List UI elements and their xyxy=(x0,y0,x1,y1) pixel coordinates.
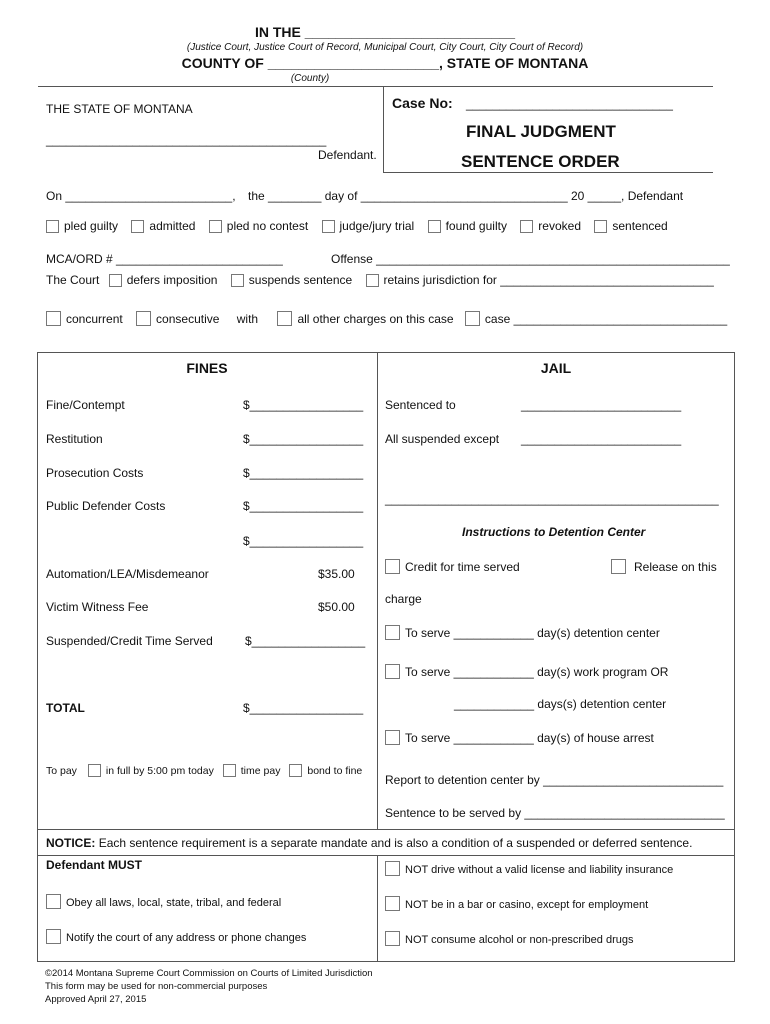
fine-label: Public Defender Costs xyxy=(46,499,166,513)
pay-option[interactable]: time pay xyxy=(223,765,281,777)
header-in-the: IN THE ___________________________ xyxy=(254,24,515,40)
fine-amount[interactable]: $_________________ xyxy=(245,634,366,648)
checkbox[interactable] xyxy=(109,274,122,287)
court-option[interactable]: suspends sentence xyxy=(231,273,352,287)
sentenced-to-label: Sentenced to xyxy=(385,398,456,412)
fine-amount[interactable]: $_________________ xyxy=(243,432,364,446)
with-label: with xyxy=(236,312,259,326)
instructions-heading: Instructions to Detention Center xyxy=(462,525,646,539)
total-amount[interactable]: $_________________ xyxy=(243,701,364,715)
fine-label: Victim Witness Fee xyxy=(46,600,149,614)
serve-detention-option[interactable]: To serve ____________ day(s) detention center xyxy=(385,625,660,640)
title-final-judgment: FINAL JUDGMENT xyxy=(466,122,616,141)
court-option[interactable]: defers imposition xyxy=(109,273,218,287)
caption-divider xyxy=(383,86,384,172)
checkbox[interactable] xyxy=(385,896,400,911)
title-sentence-order: SENTENCE ORDER xyxy=(461,152,620,171)
pay-option[interactable]: bond to fine xyxy=(289,765,362,777)
court-option[interactable]: retains jurisdiction for ________________________________ xyxy=(366,273,714,287)
release-option[interactable]: Release on this xyxy=(611,559,717,574)
footer-usage: This form may be used for non-commercial purposes xyxy=(45,981,268,992)
case-no-field[interactable]: _______________________________ xyxy=(466,97,673,111)
checkbox[interactable] xyxy=(611,559,626,574)
serve-house-arrest-option[interactable]: To serve ____________ day(s) of house arrest xyxy=(385,730,654,745)
concurrent-label: concurrent xyxy=(66,312,123,326)
fine-amount[interactable]: $_________________ xyxy=(243,398,364,412)
report-by-field[interactable]: Report to detention center by ___________________________ xyxy=(385,773,724,787)
header-county-line: COUNTY OF ______________________, STATE OF MONTANA xyxy=(181,55,589,71)
must-divider xyxy=(377,855,378,962)
must-not-item[interactable]: NOT consume alcohol or non-prescribed drugs xyxy=(385,931,633,946)
fines-jail-divider xyxy=(377,352,378,829)
fine-amount[interactable]: $_________________ xyxy=(243,466,364,480)
must-item[interactable]: Notify the court of any address or phone changes xyxy=(46,929,306,944)
to-pay-label: To pay xyxy=(46,765,77,777)
checkbox[interactable] xyxy=(594,220,607,233)
jail-blank-field[interactable]: __________________________________________________ xyxy=(385,492,719,506)
case-field[interactable]: case ________________________________ xyxy=(484,312,728,326)
days-detention-field[interactable]: ____________ days(s) detention center xyxy=(454,697,667,711)
charge-label: charge xyxy=(385,592,422,606)
must-not-item[interactable]: NOT be in a bar or casino, except for employment xyxy=(385,896,648,911)
plea-option[interactable]: pled no contest xyxy=(209,219,308,233)
checkbox[interactable] xyxy=(231,274,244,287)
plea-option[interactable]: revoked xyxy=(520,219,581,233)
fine-amount: $50.00 xyxy=(318,600,355,614)
offense-field[interactable]: Offense _____________________________________________________ xyxy=(331,252,730,266)
checkbox[interactable] xyxy=(88,764,101,777)
fine-label: Automation/LEA/Misdemeanor xyxy=(46,567,209,581)
plea-option[interactable]: pled guilty xyxy=(46,219,118,233)
fine-label: Restitution xyxy=(46,432,103,446)
caption-top-rule xyxy=(38,86,713,87)
notice-line xyxy=(46,836,692,850)
all-other-charges-label: all other charges on this case xyxy=(297,312,454,326)
court-line xyxy=(46,273,714,287)
all-suspended-label: All suspended except xyxy=(385,432,500,446)
must-item[interactable]: Obey all laws, local, state, tribal, and federal xyxy=(46,894,281,909)
notice-top-rule xyxy=(37,829,735,830)
plea-option[interactable]: found guilty xyxy=(428,219,507,233)
header-court-types: (Justice Court, Justice Court of Record, Municipal Court, City Court, City Court of Record) xyxy=(186,42,584,53)
fine-amount: $35.00 xyxy=(318,567,355,581)
notice-text: Each sentence requirement is a separate mandate and is also a condition of a suspended or deferred sentence. xyxy=(98,836,693,850)
checkbox[interactable] xyxy=(136,311,151,326)
checkbox[interactable] xyxy=(385,664,400,679)
fine-amount[interactable]: $_________________ xyxy=(243,499,364,513)
checkbox[interactable] xyxy=(223,764,236,777)
plea-option[interactable]: judge/jury trial xyxy=(322,219,415,233)
must-not-item[interactable]: NOT drive without a valid license and liability insurance xyxy=(385,861,673,876)
checkbox[interactable] xyxy=(385,730,400,745)
checkbox[interactable] xyxy=(277,311,292,326)
case-no-label: Case No: xyxy=(392,95,453,111)
checkbox[interactable] xyxy=(428,220,441,233)
checkbox[interactable] xyxy=(46,311,61,326)
to-pay-line xyxy=(46,764,362,777)
checkbox[interactable] xyxy=(46,929,61,944)
checkbox[interactable] xyxy=(366,274,379,287)
serve-work-option[interactable]: To serve ____________ day(s) work program OR xyxy=(385,664,668,679)
checkbox[interactable] xyxy=(385,625,400,640)
checkbox[interactable] xyxy=(322,220,335,233)
credit-time-served-option[interactable]: Credit for time served xyxy=(385,559,520,574)
sentenced-to-field[interactable]: ________________________ xyxy=(521,398,682,412)
caption-bottom-rule xyxy=(383,172,713,173)
charges-line xyxy=(46,311,727,326)
checkbox[interactable] xyxy=(209,220,222,233)
total-label: TOTAL xyxy=(46,701,85,715)
checkbox[interactable] xyxy=(385,931,400,946)
notice-label: NOTICE: xyxy=(46,836,96,850)
checkbox[interactable] xyxy=(520,220,533,233)
date-on-field[interactable]: On _________________________, xyxy=(46,189,236,203)
jail-heading: JAIL xyxy=(540,360,572,376)
date-day-field[interactable]: the ________ day of _______________________________ 20 _____, Defendant xyxy=(248,189,684,203)
plea-option[interactable]: sentenced xyxy=(594,219,667,233)
defendant-label: Defendant. xyxy=(318,148,377,162)
fine-label: Suspended/Credit Time Served xyxy=(46,634,213,648)
caption-state: THE STATE OF MONTANA xyxy=(46,102,193,116)
footer-copyright: ©2014 Montana Supreme Court Commission on Courts of Limited Jurisdiction xyxy=(45,968,373,979)
fines-heading: FINES xyxy=(186,360,228,376)
fine-label: Fine/Contempt xyxy=(46,398,125,412)
checkbox[interactable] xyxy=(289,764,302,777)
court-label: The Court xyxy=(46,273,100,287)
mca-field[interactable]: MCA/ORD # _________________________ xyxy=(46,252,283,266)
checkbox[interactable] xyxy=(465,311,480,326)
must-heading: Defendant MUST xyxy=(46,858,142,872)
all-suspended-field[interactable]: ________________________ xyxy=(521,432,682,446)
consecutive-label: consecutive xyxy=(156,312,220,326)
checkbox[interactable] xyxy=(131,220,144,233)
plea-options xyxy=(46,219,678,233)
checkbox[interactable] xyxy=(385,559,400,574)
served-by-field[interactable]: Sentence to be served by ______________________________ xyxy=(385,806,725,820)
fine-label: Prosecution Costs xyxy=(46,466,144,480)
checkbox[interactable] xyxy=(385,861,400,876)
checkbox[interactable] xyxy=(46,220,59,233)
defendant-name-line[interactable]: __________________________________________ xyxy=(46,133,327,147)
footer-approved: Approved April 27, 2015 xyxy=(45,994,147,1005)
plea-option[interactable]: admitted xyxy=(131,219,195,233)
header-county-sub: (County) xyxy=(290,73,330,84)
checkbox[interactable] xyxy=(46,894,61,909)
notice-bottom-rule xyxy=(37,855,735,856)
pay-option[interactable]: in full by 5:00 pm today xyxy=(88,765,214,777)
fine-amount[interactable]: $_________________ xyxy=(243,534,364,548)
